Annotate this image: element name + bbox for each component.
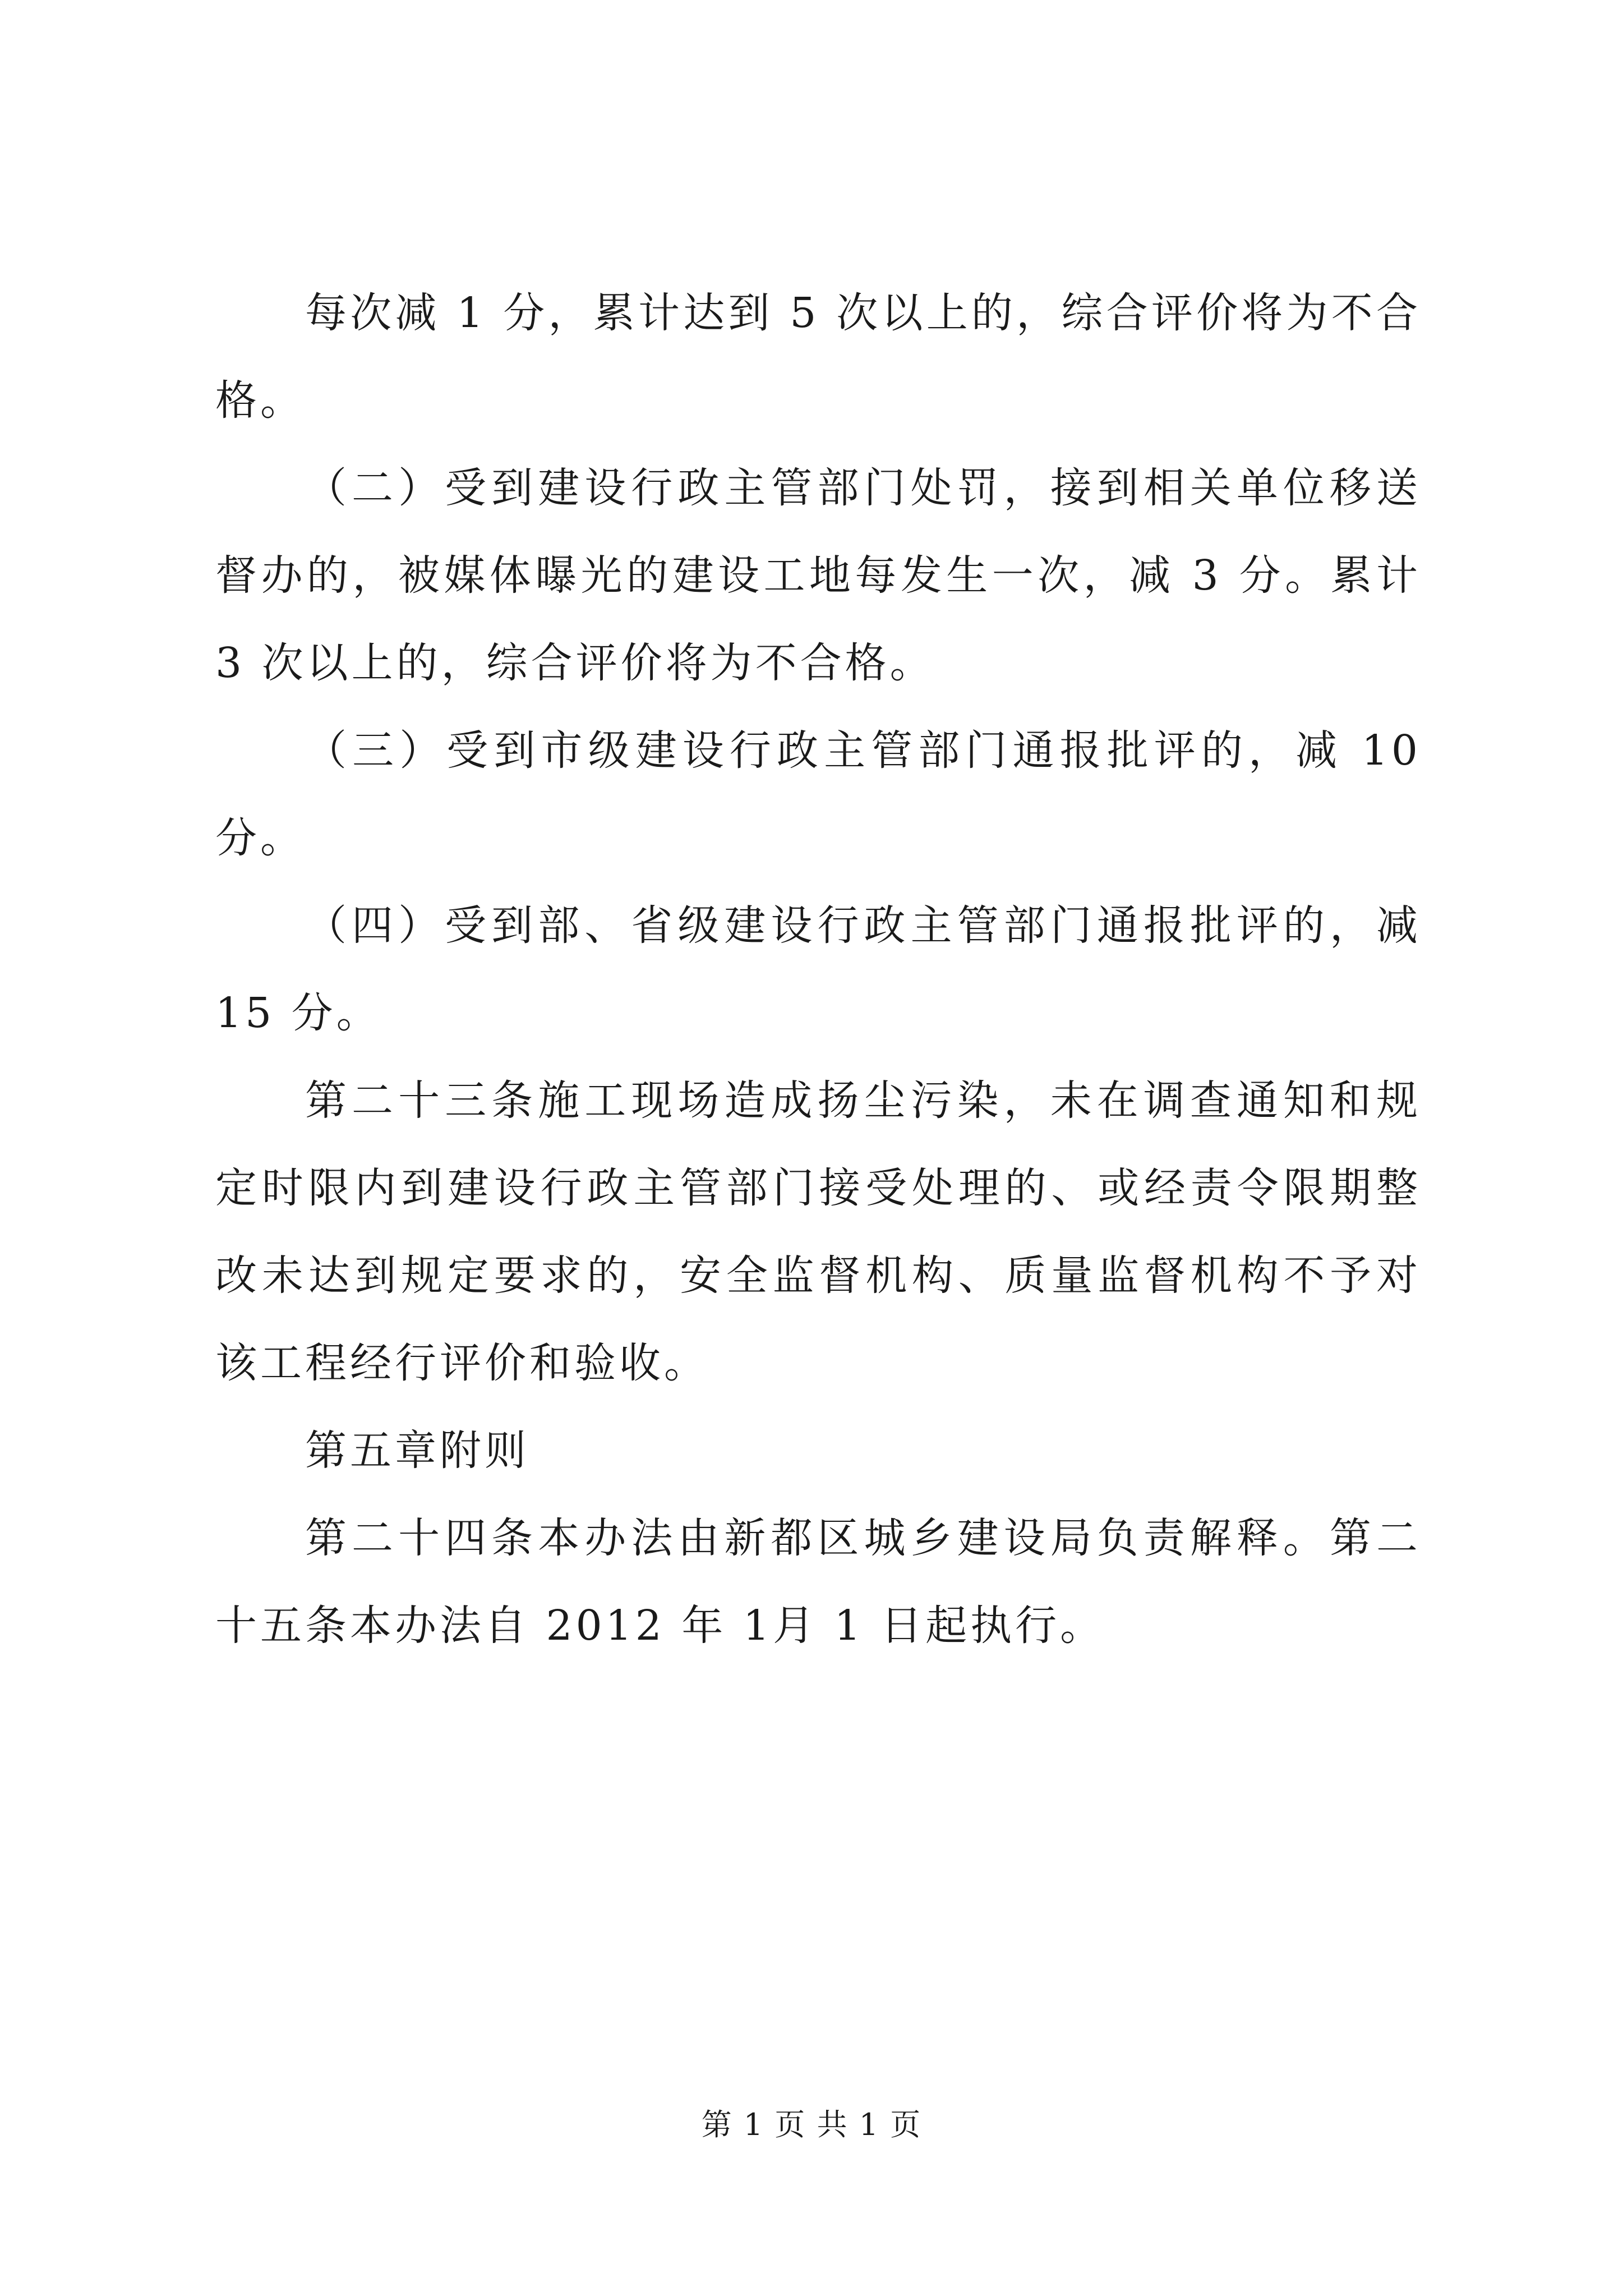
page-footer: 第 1 页 共 1 页 bbox=[701, 2107, 922, 2142]
paragraph-item-3: （三）受到市级建设行政主管部门通报批评的，减 10 分。 bbox=[215, 726, 1421, 862]
paragraph-item-4: （四）受到部、省级建设行政主管部门通报批评的，减 15 分。 bbox=[215, 901, 1421, 1037]
document-body bbox=[215, 269, 1421, 1669]
paragraph-item-2: （二）受到建设行政主管部门处罚，接到相关单位移送督办的，被媒体曝光的建设工地每发生一次，减 3 分。累计 3 次以上的，综合评价将为不合格。 bbox=[215, 464, 1421, 687]
paragraph-article-24-25: 第二十四条本办法由新都区城乡建设局负责解释。第二十五条本办法自 2012 年 1月 1 日起执行。 bbox=[215, 1514, 1421, 1650]
chapter-heading: 第五章附则 bbox=[305, 1427, 529, 1475]
paragraph-deduction-rule: 每次减 1 分，累计达到 5 次以上的，综合评价将为不合格。 bbox=[215, 289, 1421, 425]
paragraph-article-23: 第二十三条施工现场造成扬尘污染，未在调查通知和规定时限内到建设行政主管部门接受处理的、或经责令限期整改未达到规定要求的，安全监督机构、质量监督机构不予对该工程经行评价和验收。 bbox=[215, 1076, 1421, 1387]
